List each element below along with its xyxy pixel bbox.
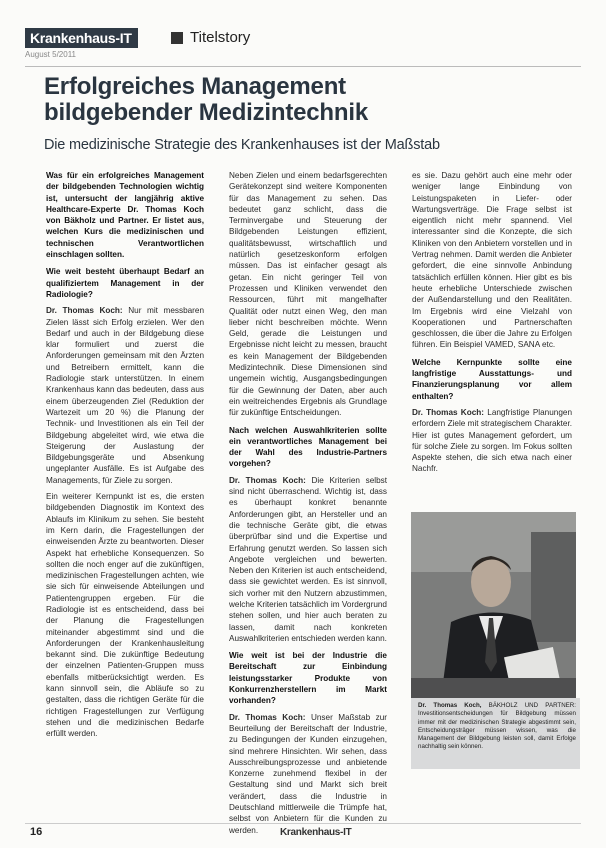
answer-paragraph <box>229 712 387 836</box>
question-1: Wie weit besteht überhaupt Bedarf an qualifiziertem Management in der Radiologie? <box>46 267 204 299</box>
speaker-name: Dr. Thomas Koch: <box>229 475 306 485</box>
page-number: 16 <box>30 826 43 838</box>
subheadline: Die medizinische Strategie des Krankenhauses ist der Maßstab <box>44 137 440 153</box>
answer-text: Die Kriterien selbst sind nicht überraschend. Wichtig ist, dass es überhaupt konkret benannte Anforderungen gibt, an Hersteller und an die technische Geräte gibt, die etwas überprüfbar sind und die Expertise und Erfahrung genutzt werden. So lassen sich Angebote vergleichen und bewerten. Neben den Kriterien ist auch entscheidend, dass sie gewichtet werden. Es ist sinnvoll, sich vorher mit den Nutzern abzustimmen, welche Kriterien tatsächlich im Vordergrund stehen sollen, und hier auch beraten zu lassen, damit nach konkreten Auswahlkriterien entschieden werden kann. <box>229 475 387 643</box>
portrait-illustration <box>411 512 576 698</box>
lead-paragraph: Was für ein erfolgreiches Management der bildgebenden Technologien wichtig ist, untersucht der langjährig aktive Healthcare-Experte Dr. Thomas Koch von Bäkholz und Partner. Er listet aus, welchen Kurs die medizinischen und technischen Verantwortlichen einschlagen sollten. <box>46 171 204 260</box>
body-paragraph: es sie. Dazu gehört auch eine mehr oder weniger lange Einbindung von Leistungspaketen in Liefer- oder Wartungsverträge. Die Frage selbst ist eigentlich nicht mehr spannend. Viel interessanter sind die Konzepte, die sich Kliniken von den Anbietern vorstellen und in Vertrag nehmen. Damit werden die Anbieter gefordert, die eine sinnvolle Anbindung tatsächlich erfüllen können. Hier gibt es bis heute erhebliche Unterschiede zwischen der Außendarstellung und den Realitäten. Im Ergebnis wird eine Vielzahl von Kooperationen und Partnerschaften geschlossen, die über die Jahre zu Erfolgen führen. Ein Beispiel VAMED, SANA etc. <box>412 171 572 350</box>
answer-text: Langfristige Planungen erfordern Ziele mit strategischem Charakter. Hier ist gutes Management gefordert, um für solche Ziele zu sorgen. Im Fokus sollten Aspekte stehen, die sich etwa nach einer Nachfr. <box>412 407 572 474</box>
magazine-logo-text: Krankenhaus-IT <box>30 30 132 46</box>
magazine-logo <box>25 28 138 48</box>
body-paragraph: Neben Zielen und einem bedarfsgerechten Gerätekonzept sind weitere Komponenten für das Management zu sehen. Das bedeutet ganz schlicht, dass die Terminvergabe und Steuerung der Bildgebenden Leistungen effizient, qualitätsbewusst, wirtschaftlich und natürlich gesetzeskonform erfolgen müssen. Das ist einfacher gesagt als getan. Ein nicht geringer Teil von Prozessen und Kliniken verwendet den Ressourcen, führt mit mangelhafter Qualität oder nutzt einen Weg, den man lieber nicht beschreiben möchte. Wenn Geld, gerade die Leistungen und Ergebnisse nicht leicht zu messen, braucht es kein Management der Bildgebenden Medizintechnik. Diese Dimensionen sind ungemein wichtig, Ausgangsbedingungen für die Gewinnung der Daten, aber auch ein weitreichendes Ergebnis als Grundlage für zukünftige Entscheidungen. <box>229 171 387 418</box>
speaker-name: Dr. Thomas Koch: <box>46 306 123 316</box>
speaker-name: Dr. Thomas Koch: <box>412 407 485 417</box>
body-paragraph: Ein weiterer Kernpunkt ist es, die ersten bildgebenden Diagnostik im Kontext des Ablaufs im Klinikum zu sehen. Sie besteht im Kern darin, die Fragestellungen der einweisenden Ärzte zu beantworten. Dieser Aspekt hat erhebliche Konsequenzen. So sollten die noch enger auf die zukünftigen, medizinischen Fragestellungen achten, wie sie sich für einweisende Abteilungen und Patientengruppen ergeben. Für die Radiologie ist es entscheidend, dass bei der Planung die Fragestellungen miteinander abgestimmt sind und die Anforderungen der Krankenhausleitung bekannt sind. Die zukünftige Bedeutung der einzelnen Patienten-Gruppen muss ebenfalls mitberücksichtigt werden. Es kann sinnvoll sein, die Abläufe so zu gestalten, dass die richtigen Geräte für die richtigen Fragestellungen zur Verfügung stehen und die medizinischen Bedarfe erfüllt werden. <box>46 492 204 739</box>
answer-text: Nur mit messbaren Zielen lässt sich Erfolg erzielen. Wer den Bedarf und auch in der Bildgebung diese klar formuliert und zuerst die Anforderungen gemeinsam mit den Ärzten und Betreibern ermittelt, kann die Radiologie stark unterstützen. In einem Krankenhaus kann das bedeuten, dass aus einem überzeugenden Ziel (Reduktion der Wartezeit um 20 %) die Planung der Technik- und Investitionen als ein Teil der Bildgebung abgeleitet wird, wie etwa die Steigerung der Auslastung der Bildgebungsgeräte und Absenkung ungeplanter Ausfälle. Es ist Aufgabe des Managements, für Ziele zu sorgen. <box>46 306 205 485</box>
question-4: Welche Kernpunkte sollte eine langfristige Ausstattungs- und Finanzierungsplanung vor allem enthalten? <box>412 357 572 401</box>
headline <box>44 74 544 126</box>
text-column-1 <box>46 170 204 745</box>
portrait-photo <box>411 512 576 698</box>
text-column-3 <box>412 170 572 480</box>
text-column-2 <box>229 170 387 841</box>
footer-rule <box>25 823 581 824</box>
answer-paragraph <box>412 407 572 475</box>
caption-speaker: Dr. Thomas Koch, <box>418 702 482 709</box>
question-2: Nach welchen Auswahlkriterien sollte ein verantwortliches Management bei der Wahl des Industrie-Partners vorgehen? <box>229 425 387 469</box>
caption-text: BÄKHOLZ UND PARTNER: Investitionsentscheidungen für Bildgebung müssen immer mit der medizinischen Strategie abgestimmt sein, Entscheidungsträger müssen wissen, was die Management der Bildgebung leisten soll, damit Erfolge nachhaltig sein können. <box>418 702 576 751</box>
headline-line-1: Erfolgreiches Management <box>44 73 346 100</box>
top-rule <box>25 66 581 67</box>
section-tag <box>171 29 250 46</box>
section-square-icon <box>171 32 183 44</box>
question-3: Wie weit ist bei der Industrie die Bereitschaft zur Einbindung leistungsstarker Produkte von Konkurrenzherstellern im Markt vorhanden? <box>229 651 387 706</box>
speaker-name: Dr. Thomas Koch: <box>229 712 306 722</box>
photo-caption <box>411 698 580 769</box>
issue-date: August 5/2011 <box>25 50 77 59</box>
section-label: Titelstory <box>190 29 251 46</box>
headline-line-2: bildgebender Medizintechnik <box>44 99 368 126</box>
footer-logo: Krankenhaus-IT <box>280 827 352 838</box>
masthead <box>25 28 138 59</box>
answer-paragraph <box>46 305 204 486</box>
answer-text: Unser Maßstab zur Beurteilung der Bereitschaft der Industrie, zu Bedingungen der Kunden einzugehen, sind mehrere Hinsichten. Wir sehen, dass Ausschreibungsprozesse und anbietende Konzerne zunehmend flexibel in der Gestaltung sind und Markt sich breit verändert, dass die Industrie in Deutschland mittlerweile die Trümpfe hat, selbst von Anbietern für die Kunden zu werden. <box>229 712 388 835</box>
answer-paragraph <box>229 475 387 644</box>
